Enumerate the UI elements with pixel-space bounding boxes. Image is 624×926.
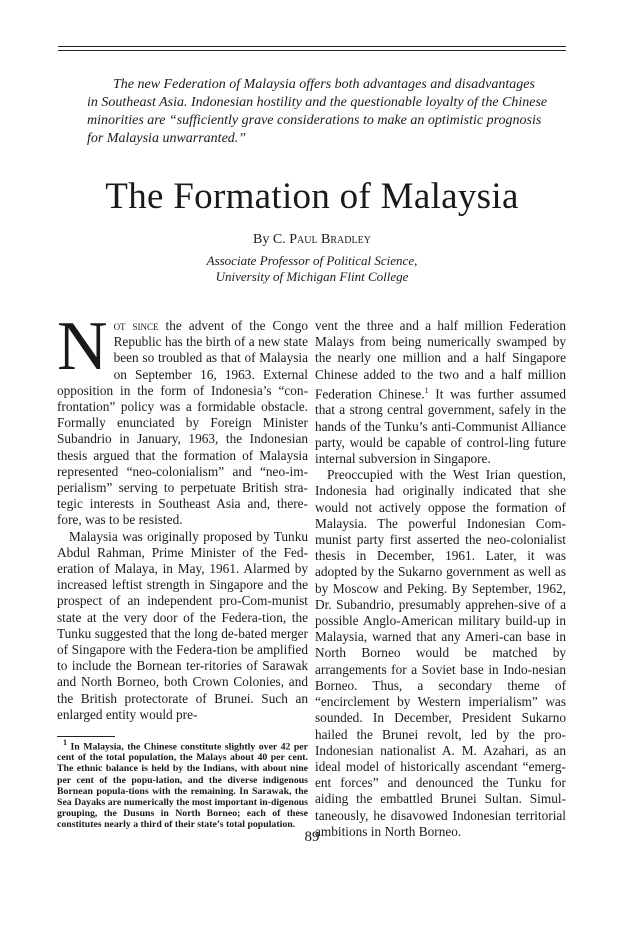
byline-prefix: By	[253, 232, 273, 247]
page-number: 89	[304, 829, 320, 845]
author-name: C. Paul Bradley	[272, 232, 371, 247]
right-paragraph-1	[315, 318, 566, 467]
header-rule-thin	[58, 46, 566, 47]
right-column	[315, 318, 566, 840]
left-paragraph-1-text: the advent of the Congo Republic has the birth of a new state been so troubled as that of Malaysia on September 16, 1963. External opposition in the form of Indonesia’s “con-frontation” policy was a formidable obstacle. Formally enunciated by Foreign Minister Subandrio in January, 1963, the Indonesian thesis argued that the formation of Malaysia represented “neo-colonialism” and “neo-im-perialism” serving to perpetuate British stra-tegic interests in Southeast Asia and, there-fore, was to be resisted.	[57, 318, 309, 528]
footnote-reference: 1	[424, 385, 429, 395]
right-paragraph-1-continued: It was further assumed that a strong central government, safely in the hands of the Tunku’s anti-Communist Alliance party, would be capable of control-ling future internal subversion in Singapore.	[315, 386, 566, 467]
abstract: The new Federation of Malaysia offers both advantages and disadvantages in Southeast Asia. Indonesian hostility and the questionable loyalty of the Chinese minorities are “sufficiently grave considerations to make an optimistic prognosis for Malaysia unwarranted.”	[87, 77, 548, 146]
footnote-marker: 1	[63, 738, 67, 747]
footnote-text: In Malaysia, the Chinese constitute slightly over 42 per cent of the total population, the Malays about 40 per cent. The ethnic balance is held by the Indians, with about nine per cent of the popu-lation, and the diverse indigenous Bornean popula-tions with the remaining. In Sarawak, the Sea Dayaks are numerically the most important in-digenous grouping, the Dusuns in North Borneo; each of these constitutes nearly a third of their state’s total population.	[57, 741, 308, 830]
opening-smallcaps: ot since	[113, 318, 159, 333]
header-rule-thick	[58, 50, 566, 51]
right-paragraph-2: Preoccupied with the West Irian question, Indonesia had originally indicated that she would not actively oppose the formation of Malaysia. The powerful Indonesian Com-munist party first asserted the neo-colonialist thesis in December, 1961. Later, it was adopted by the Sukarno government as well as by Moscow and Peking. By September, 1962, Dr. Subandrio, presumably apprehen-sive of a possible Anglo-American military build-up in Malaysia, warned that any Ameri-can base in North Borneo would be matched by arrangements for a Soviet base in Indo-nesian Borneo. Thus, a secondary theme of “encirclement by Western imperialism” was sounded. In December, President Sukarno hailed the Brunei revolt, led by the pro-Indonesian nationalist A. M. Azahari, as an ideal model of historically ascendant “emerg-ent forces” and denounced the Tunku for aiding the embattled Brunei Sultan. Simul-taneously, he disavowed Indonesian territorial ambitions in North Borneo.	[315, 467, 566, 839]
byline	[0, 232, 624, 248]
author-affiliation-institution: University of Michigan Flint College	[215, 269, 409, 284]
left-paragraph-2: Malaysia was originally proposed by Tunku Abdul Rahman, Prime Minister of the Fed-eration of Malaya, in May, 1961. Alarmed by increased leftist strength in Singapore and the prospect of an independent pro-Com-munist state at the very door of the Federa-tion, the Tunku suggested that the long de-bated merger of Singapore with the Federa-tion be amplified to include the Bornean ter-ritories of Sarawak and North Borneo, both Crown Colonies, and the British protectorate of Brunei. Such an enlarged entity would pre-	[57, 528, 308, 722]
drop-cap: N	[57, 308, 108, 385]
left-column	[57, 308, 309, 723]
article-title: The Formation of Malaysia	[105, 176, 519, 217]
author-affiliation-title: Associate Professor of Political Science,	[206, 253, 418, 268]
left-paragraph-1	[57, 308, 309, 529]
footnote	[57, 737, 308, 830]
right-paragraph-1-text: vent the three and a half million Federation Malays from being numerically swamped by the nearly one million and a half Singapore Chinese added to the two and a half million Federation Chinese.	[315, 318, 566, 402]
